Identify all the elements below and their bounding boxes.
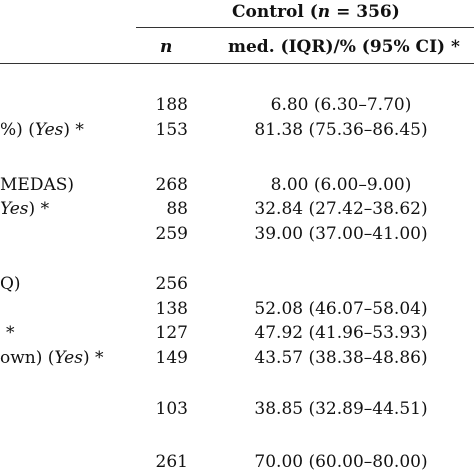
- row-n: 261: [155, 452, 188, 472]
- group-title: [232, 4, 400, 21]
- row-n: 138: [155, 299, 188, 319]
- row-n: 259: [155, 224, 188, 244]
- row-n: 103: [155, 399, 188, 419]
- row-value: 43.57 (38.38–48.86): [254, 348, 428, 368]
- row-value: 8.00 (6.00–9.00): [270, 175, 412, 195]
- row-value: 32.84 (27.42–38.62): [254, 199, 428, 219]
- row-label: Yes) *: [0, 199, 50, 219]
- row-value: 47.92 (41.96–53.93): [254, 323, 428, 343]
- row-value: 39.00 (37.00–41.00): [254, 224, 428, 244]
- row-n: 256: [155, 274, 188, 294]
- row-value: 81.38 (75.36–86.45): [254, 120, 428, 140]
- row-n: 188: [155, 95, 188, 115]
- row-label: Q): [0, 274, 21, 294]
- row-label: *: [6, 323, 15, 343]
- row-label: own) (Yes) *: [0, 348, 104, 368]
- row-n: 127: [155, 323, 188, 343]
- group-title-suffix: = 356): [330, 2, 400, 22]
- column-header-stat: med. (IQR)/% (95% CI) *: [228, 37, 460, 57]
- group-title-n: n: [317, 2, 331, 22]
- row-label: MEDAS): [0, 175, 75, 195]
- group-title-prefix: Control (: [232, 2, 318, 22]
- row-value: 38.85 (32.89–44.51): [254, 399, 428, 419]
- row-n: 153: [155, 120, 188, 140]
- header-rule-top: [136, 27, 474, 28]
- row-n: 268: [155, 175, 188, 195]
- row-value: 70.00 (60.00–80.00): [254, 452, 428, 472]
- row-n: 88: [166, 199, 188, 219]
- row-n: 149: [155, 348, 188, 368]
- header-rule-bottom: [0, 63, 474, 64]
- row-value: 6.80 (6.30–7.70): [270, 95, 412, 115]
- row-value: 52.08 (46.07–58.04): [254, 299, 428, 319]
- column-header-n: n: [160, 37, 173, 57]
- row-label: %) (Yes) *: [0, 120, 84, 140]
